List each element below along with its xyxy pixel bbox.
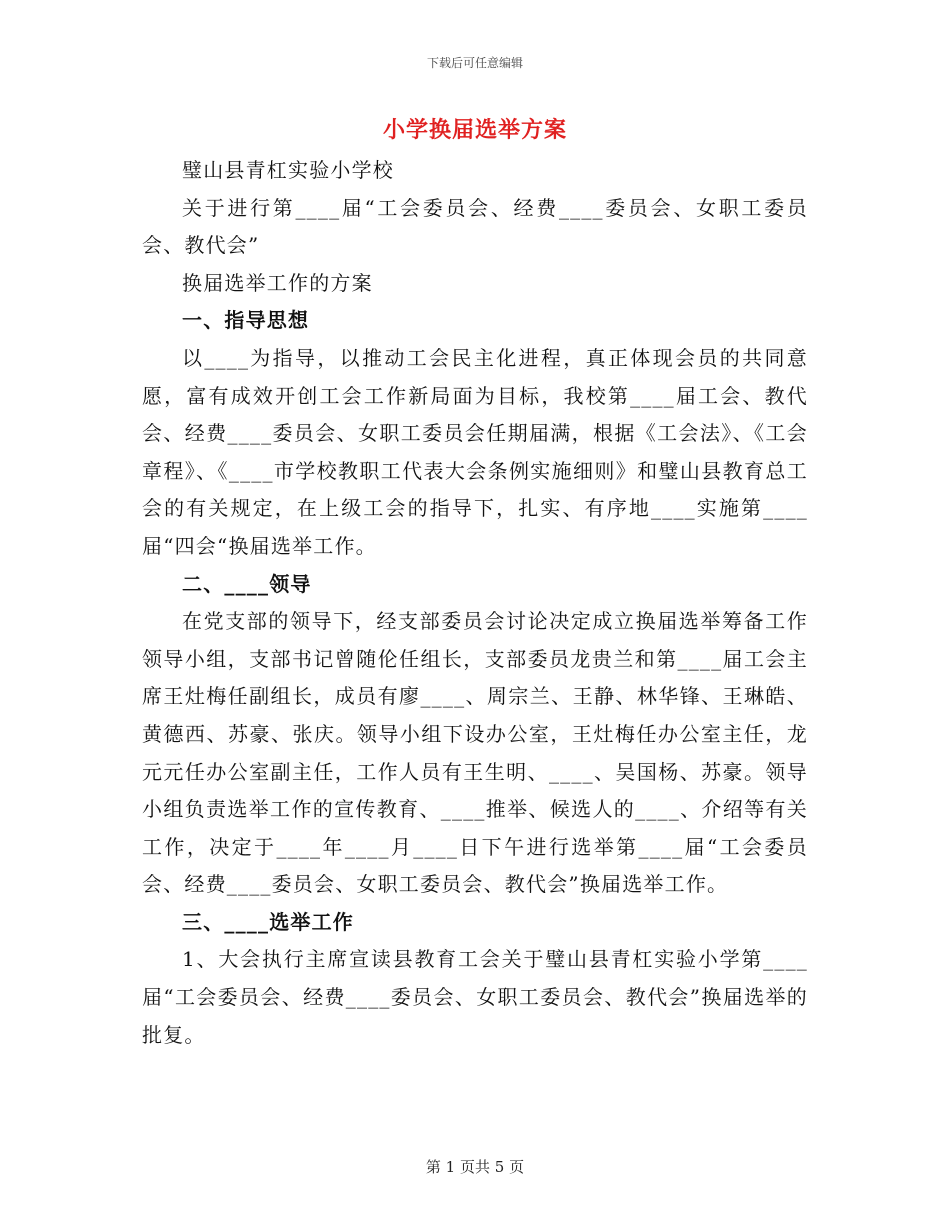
page-footer: 第 1 页共 5 页: [425, 1158, 525, 1176]
subject-line-continued: 换届选举工作的方案: [182, 270, 373, 295]
section-heading-leadership: 二、____领导: [182, 571, 312, 596]
paragraph-leadership: 在党支部的领导下，经支部委员会讨论决定成立换届选举筹备工作领导小组，支部书记曾随伦任组长，支部委员龙贵兰和第____届工会主席王灶梅任副组长，成员有廖____、周宗兰、王静、林华锋、王琳皓、黄德西、苏豪、张庆。领导小组下设办公室，王灶梅任办公室主任，龙元元任办公室副主任，工作人员有王生明、____、吴国杨、苏豪。领导小组负责选举工作的宣传教育、____推举、候选人的____、介绍等有关工作，决定于____年____月____日下午进行选举第____届“工会委员会、经费____委员会、女职工委员会、教代会”换届选举工作。: [142, 609, 808, 897]
header-note: 下载后可任意编辑: [426, 56, 523, 70]
paragraph-guiding-ideology: 以____为指导，以推动工会民主化进程，真正体现会员的共同意愿，富有成效开创工会工作新局面为目标，我校第____届工会、教代会、经费____委员会、女职工委员会任期届满，根据《工会法》、《工会章程》、《____市学校教职工代表大会条例实施细则》和璧山县教育总工会的有关规定，在上级工会的指导下，扎实、有序地____实施第____届“四会“换届选举工作。: [142, 345, 808, 558]
subject-line: 关于进行第____届“工会委员会、经费____委员会、女职工委员会、教代会”: [142, 195, 808, 258]
section-heading-guiding-ideology: 一、指导思想: [182, 308, 310, 333]
document-body: [142, 152, 808, 1054]
document-title: 小学换届选举方案: [382, 117, 567, 143]
section-heading-election-work: 三、____选举工作: [182, 909, 354, 934]
paragraph-election-step-1: 1、大会执行主席宣读县教育工会关于璧山县青杠实验小学第____届“工会委员会、经费____委员会、女职工委员会、教代会”换届选举的批复。: [142, 947, 808, 1047]
school-name-line: 璧山县青杠实验小学校: [182, 158, 394, 182]
